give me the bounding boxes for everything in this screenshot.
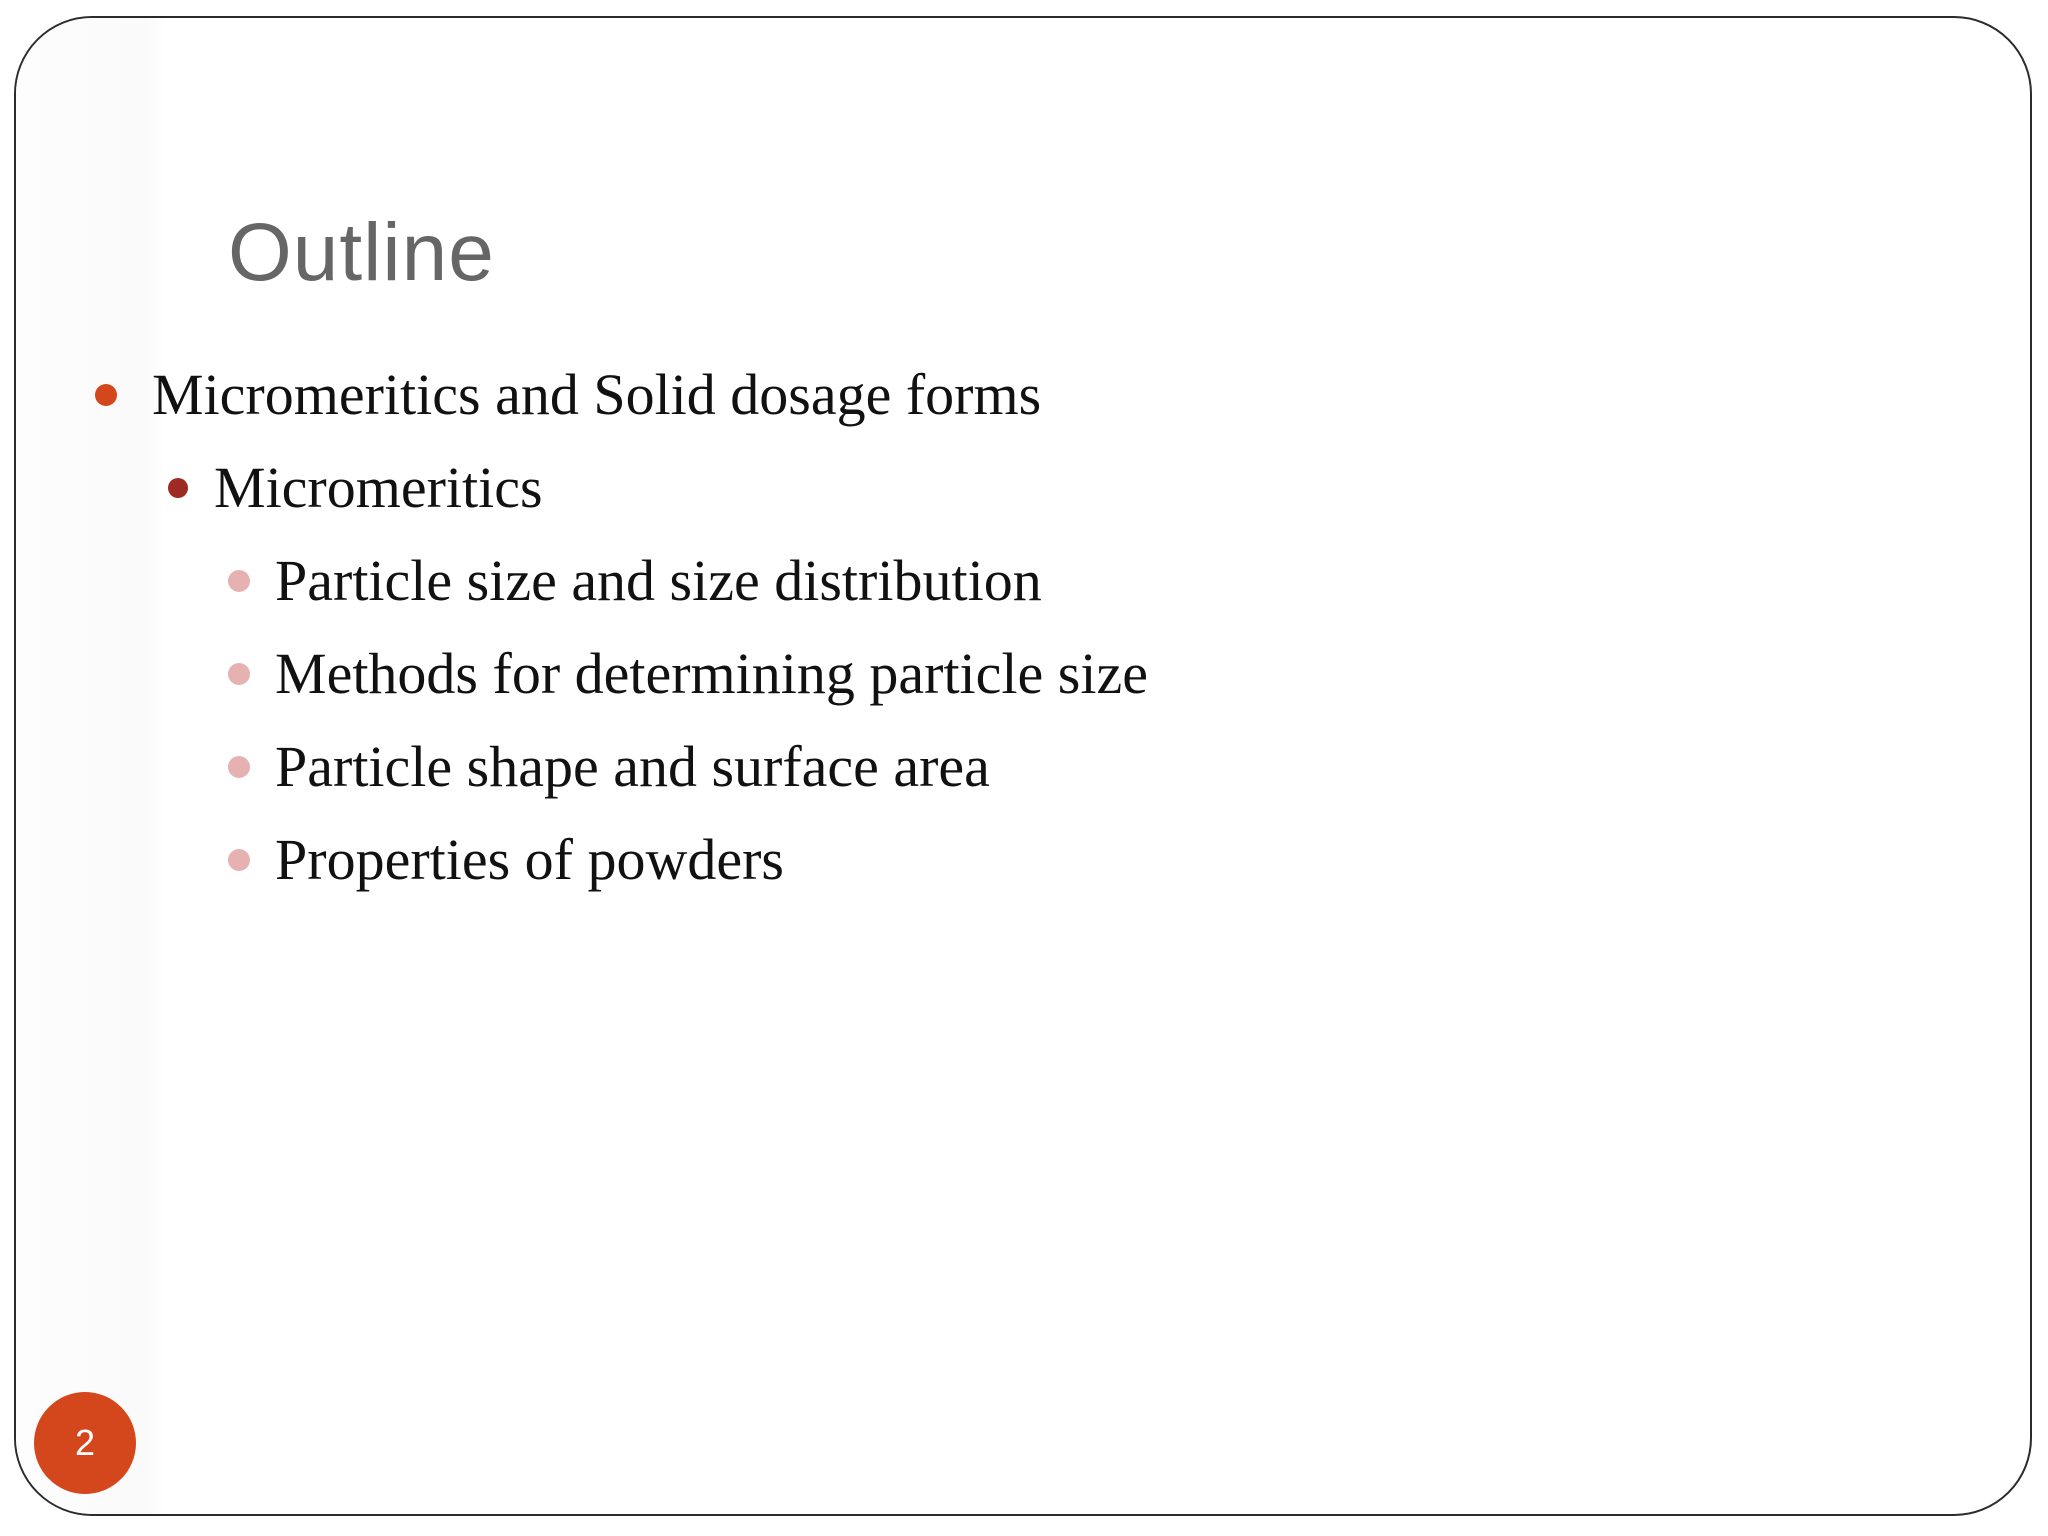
- bullet-item-level-3: [16, 534, 1148, 627]
- bullet-item-level-1: [16, 348, 1148, 441]
- bullet-dot-icon: [228, 570, 250, 592]
- bullet-dot-icon: [228, 663, 250, 685]
- slide-title: Outline: [228, 207, 495, 298]
- bullet-item-level-3: [16, 813, 1148, 906]
- bullet-text: Particle shape and surface area: [275, 734, 990, 799]
- bullet-dot-icon: [95, 384, 117, 406]
- bullet-item-level-3: [16, 720, 1148, 813]
- bullet-text: Particle size and size distribution: [275, 548, 1042, 613]
- bullet-dot-icon: [228, 849, 250, 871]
- bullet-text: Properties of powders: [275, 827, 785, 892]
- bullet-dot-icon: [228, 756, 250, 778]
- slide-number-badge: 2: [34, 1392, 136, 1494]
- bullet-item-level-2: [16, 441, 1148, 534]
- slide: [14, 16, 2032, 1516]
- bullet-dot-icon: [168, 478, 188, 498]
- bullet-text: Methods for determining particle size: [275, 641, 1148, 706]
- bullet-list: [16, 348, 1148, 906]
- bullet-text: Micromeritics and Solid dosage forms: [152, 362, 1042, 427]
- bullet-item-level-3: [16, 627, 1148, 720]
- bullet-text: Micromeritics: [214, 455, 543, 520]
